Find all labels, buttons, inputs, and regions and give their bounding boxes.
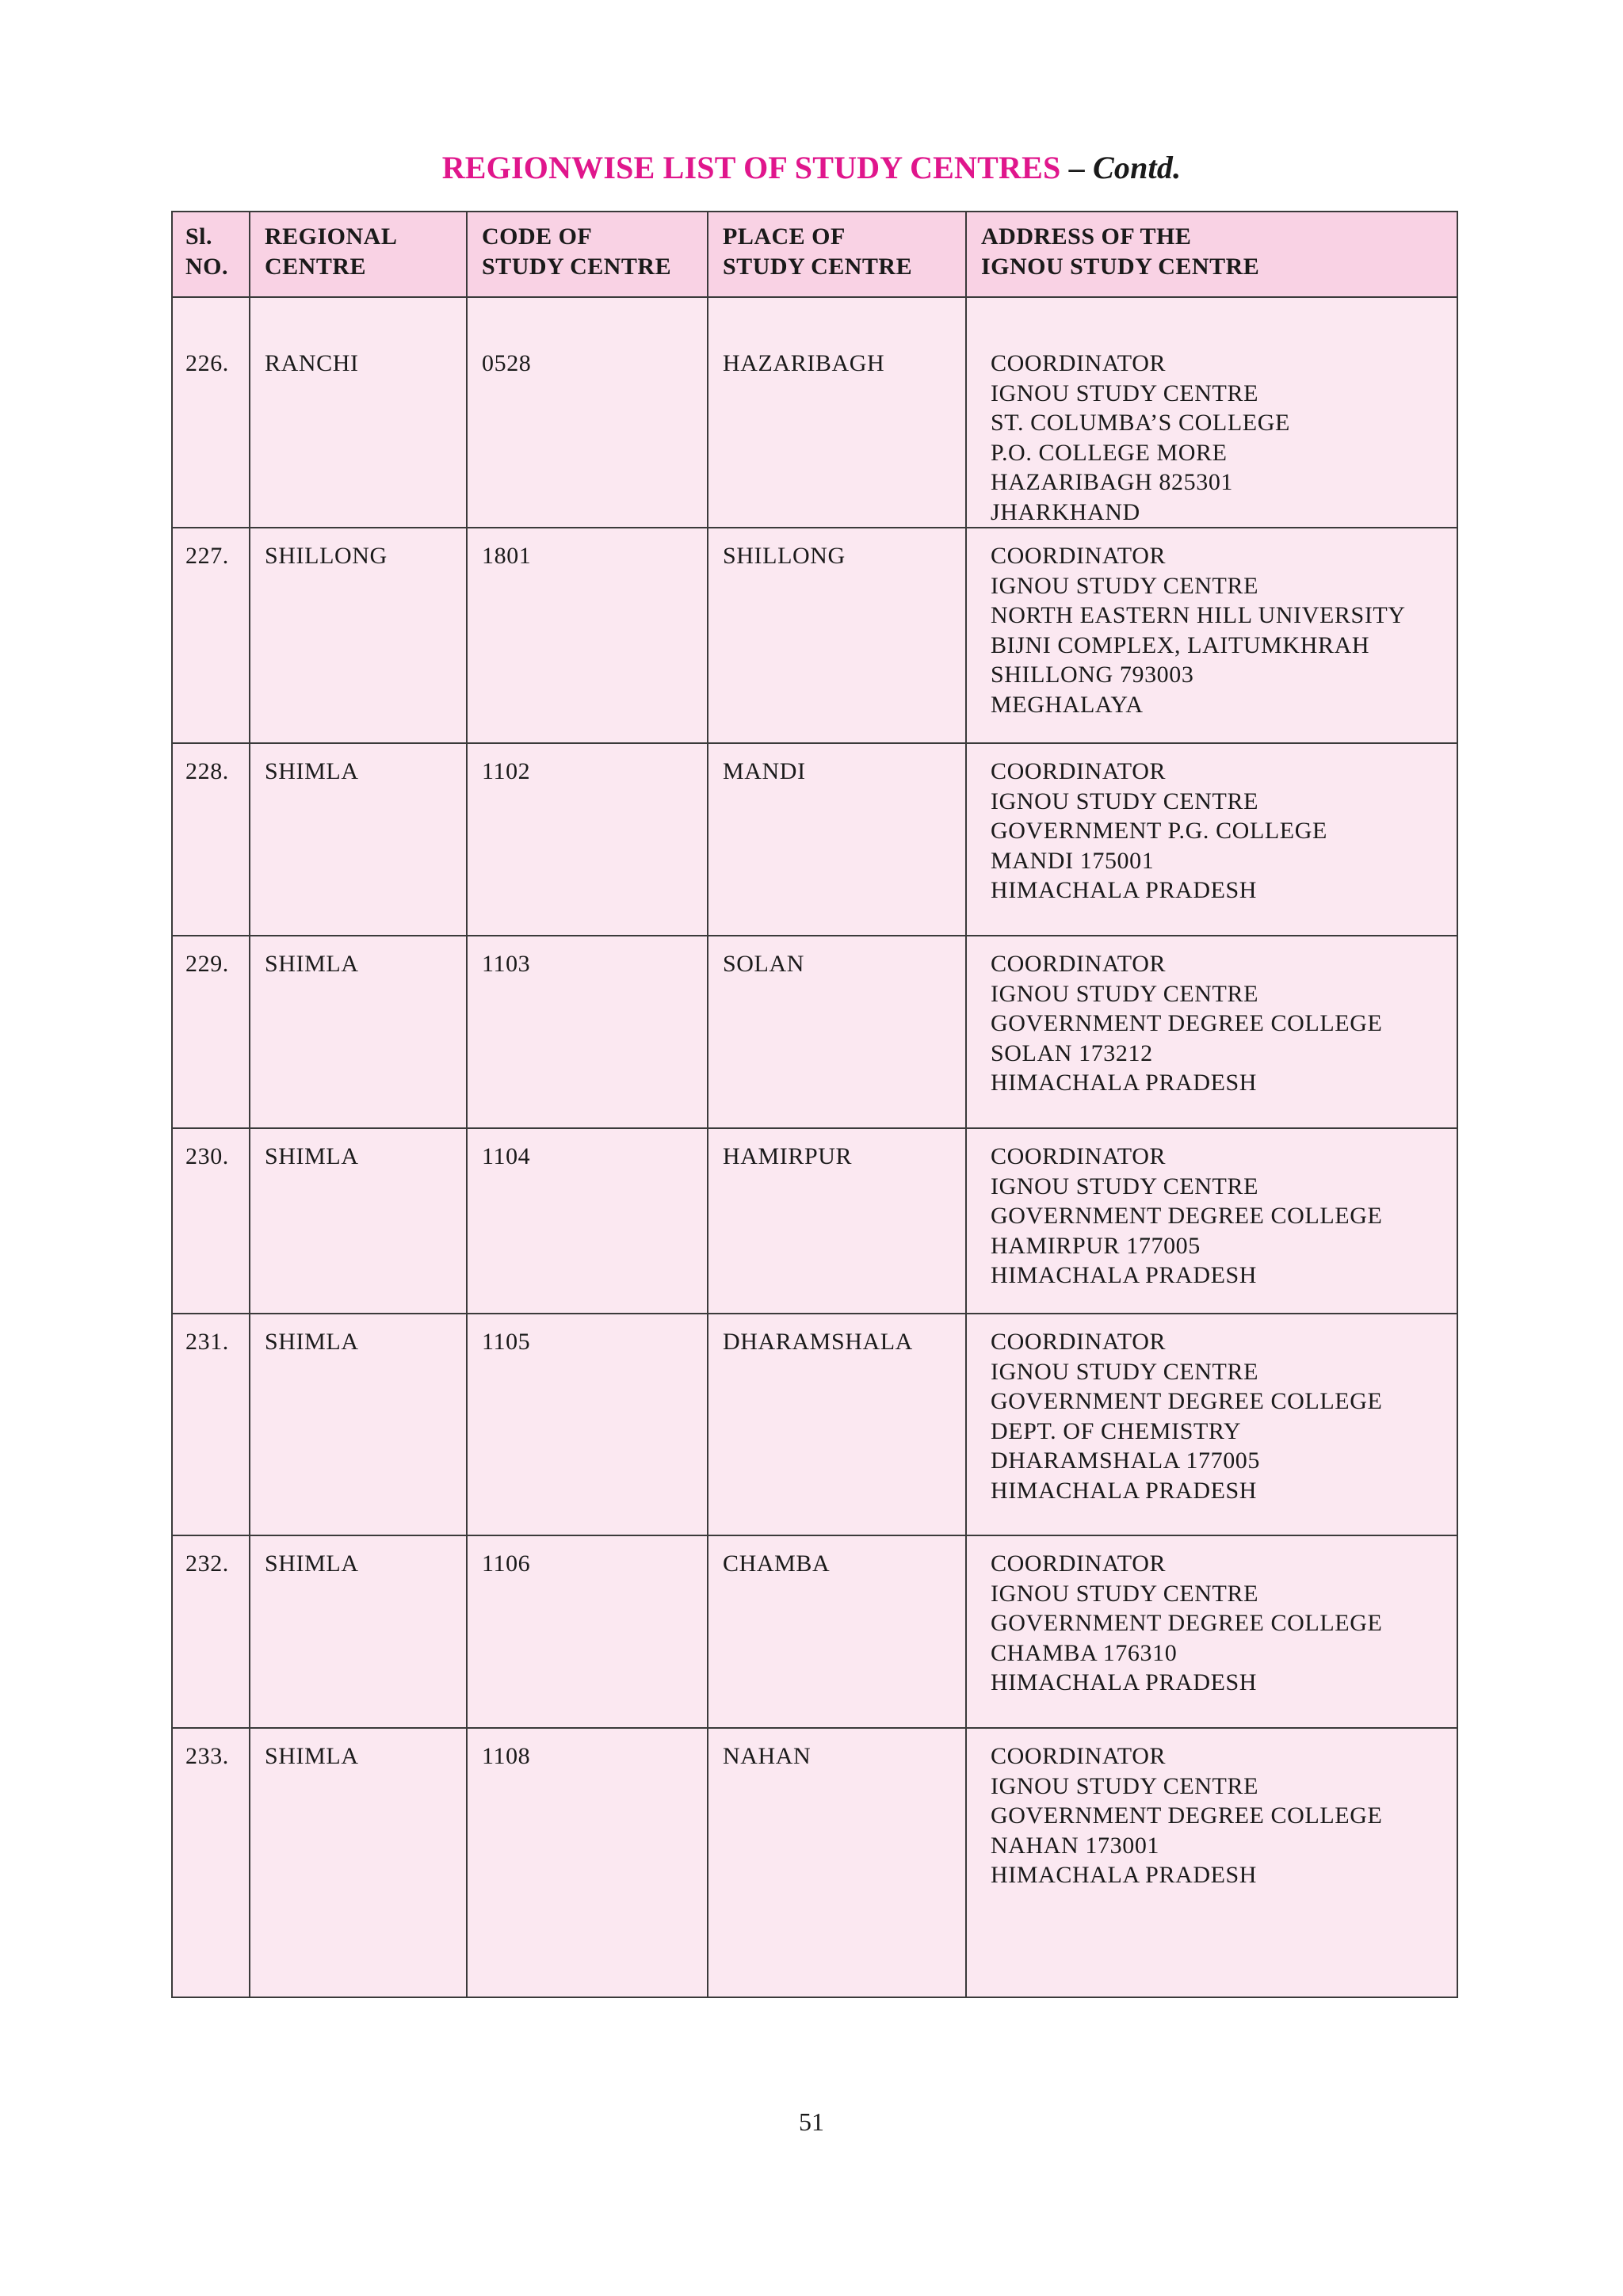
- cell-code: 1104: [467, 1128, 708, 1314]
- address-line: IGNOU STUDY CENTRE: [991, 572, 1259, 599]
- header-address: ADDRESS OF THE IGNOU STUDY CENTRE: [966, 212, 1457, 297]
- cell-address: [966, 1728, 1457, 1997]
- address-line: DHARAMSHALA 177005: [991, 1447, 1260, 1474]
- cell-address: [966, 528, 1457, 743]
- address-line: HIMACHALA PRADESH: [991, 1669, 1258, 1695]
- cell-place: CHAMBA: [708, 1535, 966, 1728]
- cell-address: [966, 1314, 1457, 1535]
- address-line: GOVERNMENT DEGREE COLLEGE: [991, 1010, 1383, 1036]
- address-line: JHARKHAND: [991, 498, 1140, 525]
- address-line: NAHAN 173001: [991, 1832, 1160, 1859]
- address-line: COORDINATOR: [991, 543, 1167, 569]
- address-line: COORDINATOR: [991, 1329, 1167, 1355]
- table-row: [172, 1535, 1457, 1728]
- cell-place: HAZARIBAGH: [708, 297, 966, 528]
- cell-code: 1106: [467, 1535, 708, 1728]
- header-regional-centre: REGIONAL CENTRE: [250, 212, 467, 297]
- study-centres-table: [171, 211, 1458, 1998]
- cell-code: 1108: [467, 1728, 708, 1997]
- table-row: [172, 1728, 1457, 1997]
- address-line: MANDI 175001: [991, 847, 1155, 874]
- address-line: NORTH EASTERN HILL UNIVERSITY: [991, 602, 1406, 628]
- address-line: CHAMBA 176310: [991, 1639, 1178, 1666]
- cell-code: 1102: [467, 743, 708, 936]
- header-code: CODE OF STUDY CENTRE: [467, 212, 708, 297]
- address-line: IGNOU STUDY CENTRE: [991, 1173, 1259, 1199]
- cell-address: [966, 1128, 1457, 1314]
- address-line: HIMACHALA PRADESH: [991, 1862, 1258, 1888]
- cell-sl-no: 232.: [172, 1535, 250, 1728]
- address-line: P.O. COLLEGE MORE: [991, 439, 1228, 466]
- cell-code: 1801: [467, 528, 708, 743]
- cell-regional-centre: RANCHI: [250, 297, 467, 528]
- cell-regional-centre: SHIMLA: [250, 936, 467, 1128]
- cell-code: 0528: [467, 297, 708, 528]
- address-line: MEGHALAYA: [991, 691, 1144, 718]
- cell-sl-no: 228.: [172, 743, 250, 936]
- cell-regional-centre: SHIMLA: [250, 1128, 467, 1314]
- cell-regional-centre: SHIMLA: [250, 1314, 467, 1535]
- table-row: [172, 297, 1457, 528]
- cell-address: [966, 743, 1457, 936]
- address-line: IGNOU STUDY CENTRE: [991, 980, 1259, 1007]
- table-body: [172, 297, 1457, 1997]
- page-number: 51: [799, 2107, 824, 2136]
- cell-address: [966, 936, 1457, 1128]
- header-place: PLACE OF STUDY CENTRE: [708, 212, 966, 297]
- header-row: [172, 212, 1457, 297]
- cell-regional-centre: SHIMLA: [250, 1728, 467, 1997]
- address-line: HIMACHALA PRADESH: [991, 877, 1258, 903]
- address-line: IGNOU STUDY CENTRE: [991, 1772, 1259, 1799]
- page-title: [0, 149, 1623, 186]
- address-line: GOVERNMENT DEGREE COLLEGE: [991, 1388, 1383, 1414]
- address-line: IGNOU STUDY CENTRE: [991, 788, 1259, 814]
- cell-address: [966, 297, 1457, 528]
- cell-place: SOLAN: [708, 936, 966, 1128]
- address-line: COORDINATOR: [991, 1743, 1167, 1769]
- cell-place: MANDI: [708, 743, 966, 936]
- cell-sl-no: 233.: [172, 1728, 250, 1997]
- address-line: COORDINATOR: [991, 1143, 1167, 1169]
- address-line: COORDINATOR: [991, 951, 1167, 977]
- address-line: HIMACHALA PRADESH: [991, 1477, 1258, 1504]
- table-row: [172, 743, 1457, 936]
- address-line: HIMACHALA PRADESH: [991, 1070, 1258, 1096]
- address-line: IGNOU STUDY CENTRE: [991, 1358, 1259, 1385]
- cell-code: 1103: [467, 936, 708, 1128]
- address-line: SHILLONG 793003: [991, 662, 1194, 688]
- cell-sl-no: 229.: [172, 936, 250, 1128]
- address-line: IGNOU STUDY CENTRE: [991, 1580, 1259, 1607]
- cell-code: 1105: [467, 1314, 708, 1535]
- address-line: SOLAN 173212: [991, 1039, 1153, 1066]
- address-line: ST. COLUMBA’S COLLEGE: [991, 410, 1290, 436]
- title-dash: –: [1060, 150, 1094, 185]
- table-row: [172, 1314, 1457, 1535]
- cell-sl-no: 226.: [172, 297, 250, 528]
- title-contd: Contd.: [1093, 150, 1182, 185]
- address-line: GOVERNMENT DEGREE COLLEGE: [991, 1203, 1383, 1229]
- address-line: COORDINATOR: [991, 1550, 1167, 1577]
- address-line: HIMACHALA PRADESH: [991, 1262, 1258, 1288]
- address-line: HAMIRPUR 177005: [991, 1232, 1201, 1259]
- address-line: GOVERNMENT P.G. COLLEGE: [991, 818, 1327, 844]
- cell-regional-centre: SHIMLA: [250, 1535, 467, 1728]
- address-line: BIJNI COMPLEX, LAITUMKHRAH: [991, 631, 1370, 658]
- cell-address: [966, 1535, 1457, 1728]
- table-row: [172, 1128, 1457, 1314]
- cell-regional-centre: SHILLONG: [250, 528, 467, 743]
- address-line: GOVERNMENT DEGREE COLLEGE: [991, 1610, 1383, 1636]
- address-line: COORDINATOR: [991, 350, 1167, 376]
- cell-place: HAMIRPUR: [708, 1128, 966, 1314]
- cell-sl-no: 231.: [172, 1314, 250, 1535]
- cell-place: SHILLONG: [708, 528, 966, 743]
- address-line: GOVERNMENT DEGREE COLLEGE: [991, 1802, 1383, 1829]
- table-row: [172, 528, 1457, 743]
- cell-sl-no: 227.: [172, 528, 250, 743]
- table-row: [172, 936, 1457, 1128]
- title-main: REGIONWISE LIST OF STUDY CENTRES: [441, 150, 1061, 185]
- cell-regional-centre: SHIMLA: [250, 743, 467, 936]
- address-line: DEPT. OF CHEMISTRY: [991, 1417, 1242, 1444]
- cell-sl-no: 230.: [172, 1128, 250, 1314]
- cell-place: DHARAMSHALA: [708, 1314, 966, 1535]
- cell-place: NAHAN: [708, 1728, 966, 1997]
- address-line: COORDINATOR: [991, 758, 1167, 784]
- header-sl-no: Sl. NO.: [172, 212, 250, 297]
- address-line: IGNOU STUDY CENTRE: [991, 379, 1259, 406]
- address-line: HAZARIBAGH 825301: [991, 469, 1234, 495]
